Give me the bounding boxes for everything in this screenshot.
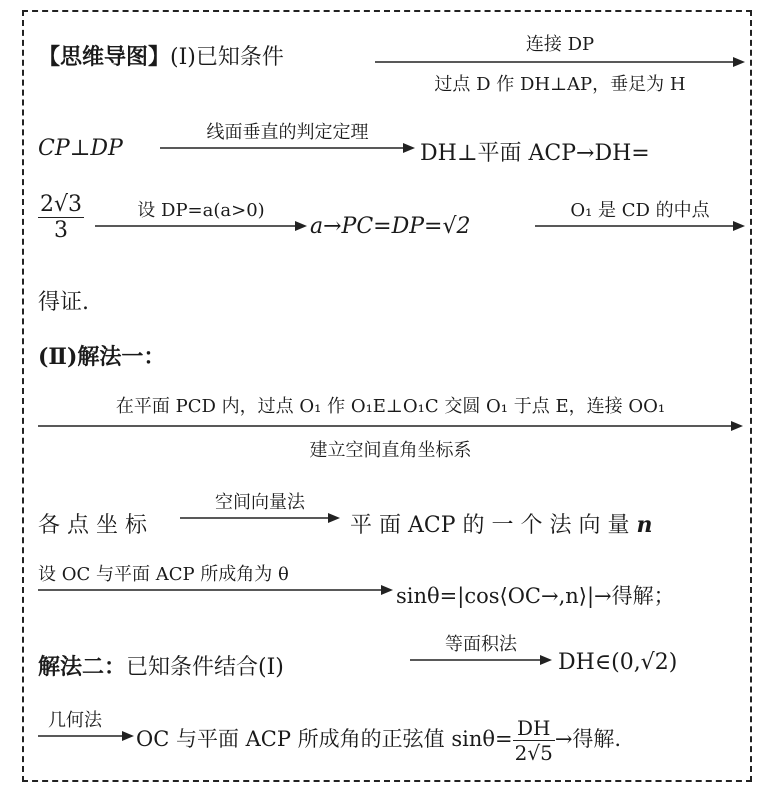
- arrow-1-bottom-label: 过点 D 作 DH⊥AP，垂足为 H: [434, 74, 686, 95]
- arrow-6: [180, 488, 340, 528]
- proven-text: 得证.: [38, 290, 89, 315]
- arrow-3-line: [95, 220, 307, 232]
- last-row-text: OC 与平面 ACP 所成角的正弦值 sinθ= $\frac{DH}{2√5}$ →得解.: [136, 716, 622, 765]
- fraction-dh-over-2sqrt5: $\frac{DH}{2√5}$: [514, 716, 553, 765]
- arrow-4-top-label: O₁ 是 CD 的中点: [570, 200, 710, 221]
- arrow-2-line: [160, 142, 415, 154]
- normal-vector-text: 平 面 ACP 的 一 个 法 向 量 n: [350, 512, 653, 538]
- arrow-9: [38, 706, 134, 746]
- mindmap-label: 【思维导图】: [38, 44, 171, 70]
- arrow-9-top-label: 几何法: [48, 710, 102, 731]
- coords-text: 各 点 坐 标: [38, 513, 147, 538]
- pc-equals-dp: a→PC=DP=√2: [310, 214, 471, 239]
- arrow-7: [38, 560, 393, 600]
- sin-theta-formula: sinθ=|cos⟨OC→,n⟩|→得解；: [396, 584, 675, 608]
- arrow-4: [535, 196, 745, 236]
- arrow-5-top-label: 在平面 PCD 内，过点 O₁ 作 O₁E⊥O₁C 交圆 O₁ 于点 E，连接 OO₁: [115, 396, 666, 417]
- arrow-1: [375, 30, 745, 100]
- given-text: 已知条件: [195, 45, 284, 70]
- fraction-2sqrt3-over-3: $\frac{2√3}{3}$: [40, 192, 83, 243]
- part1-label: (Ⅰ): [170, 45, 196, 70]
- arrow-2-top-label: 线面垂直的判定定理: [206, 122, 369, 143]
- arrow-8: [410, 630, 552, 670]
- dh-range: DH∈(0,√2): [558, 650, 678, 675]
- arrow-1-top-label: 连接 DP: [525, 34, 595, 55]
- arrow-7-line: [38, 584, 393, 596]
- arrow-7-top-label: 设 OC 与平面 ACP 所成角为 θ: [38, 564, 289, 585]
- method2-row: [38, 650, 284, 681]
- arrow-5: [38, 392, 743, 464]
- vector-n: n: [636, 512, 653, 538]
- arrow-6-top-label: 空间向量法: [215, 492, 305, 513]
- arrow-5-bottom-label: 建立空间直角坐标系: [309, 440, 472, 461]
- part2-label: (Ⅱ)解法一：: [38, 344, 166, 370]
- arrow-2: [160, 118, 415, 158]
- arrow-8-line: [410, 654, 552, 666]
- method2-text: 已知条件结合(Ⅰ): [126, 655, 284, 680]
- arrow-3: [95, 196, 307, 236]
- method2-label: 解法二：: [38, 654, 127, 680]
- arrow-5-line: [38, 420, 743, 432]
- arrow-4-line: [535, 220, 745, 232]
- cp-perp-dp: CP⊥DP: [38, 136, 123, 161]
- arrow-8-top-label: 等面积法: [445, 634, 517, 655]
- row-1: [38, 40, 284, 71]
- arrow-3-top-label: 设 DP=a(a>0): [137, 200, 265, 221]
- arrow-9-line: [38, 730, 134, 742]
- dh-perp-plane: DH⊥平面 ACP→DH=: [420, 141, 650, 166]
- arrow-6-line: [180, 512, 340, 524]
- arrow-1-line: [375, 56, 745, 68]
